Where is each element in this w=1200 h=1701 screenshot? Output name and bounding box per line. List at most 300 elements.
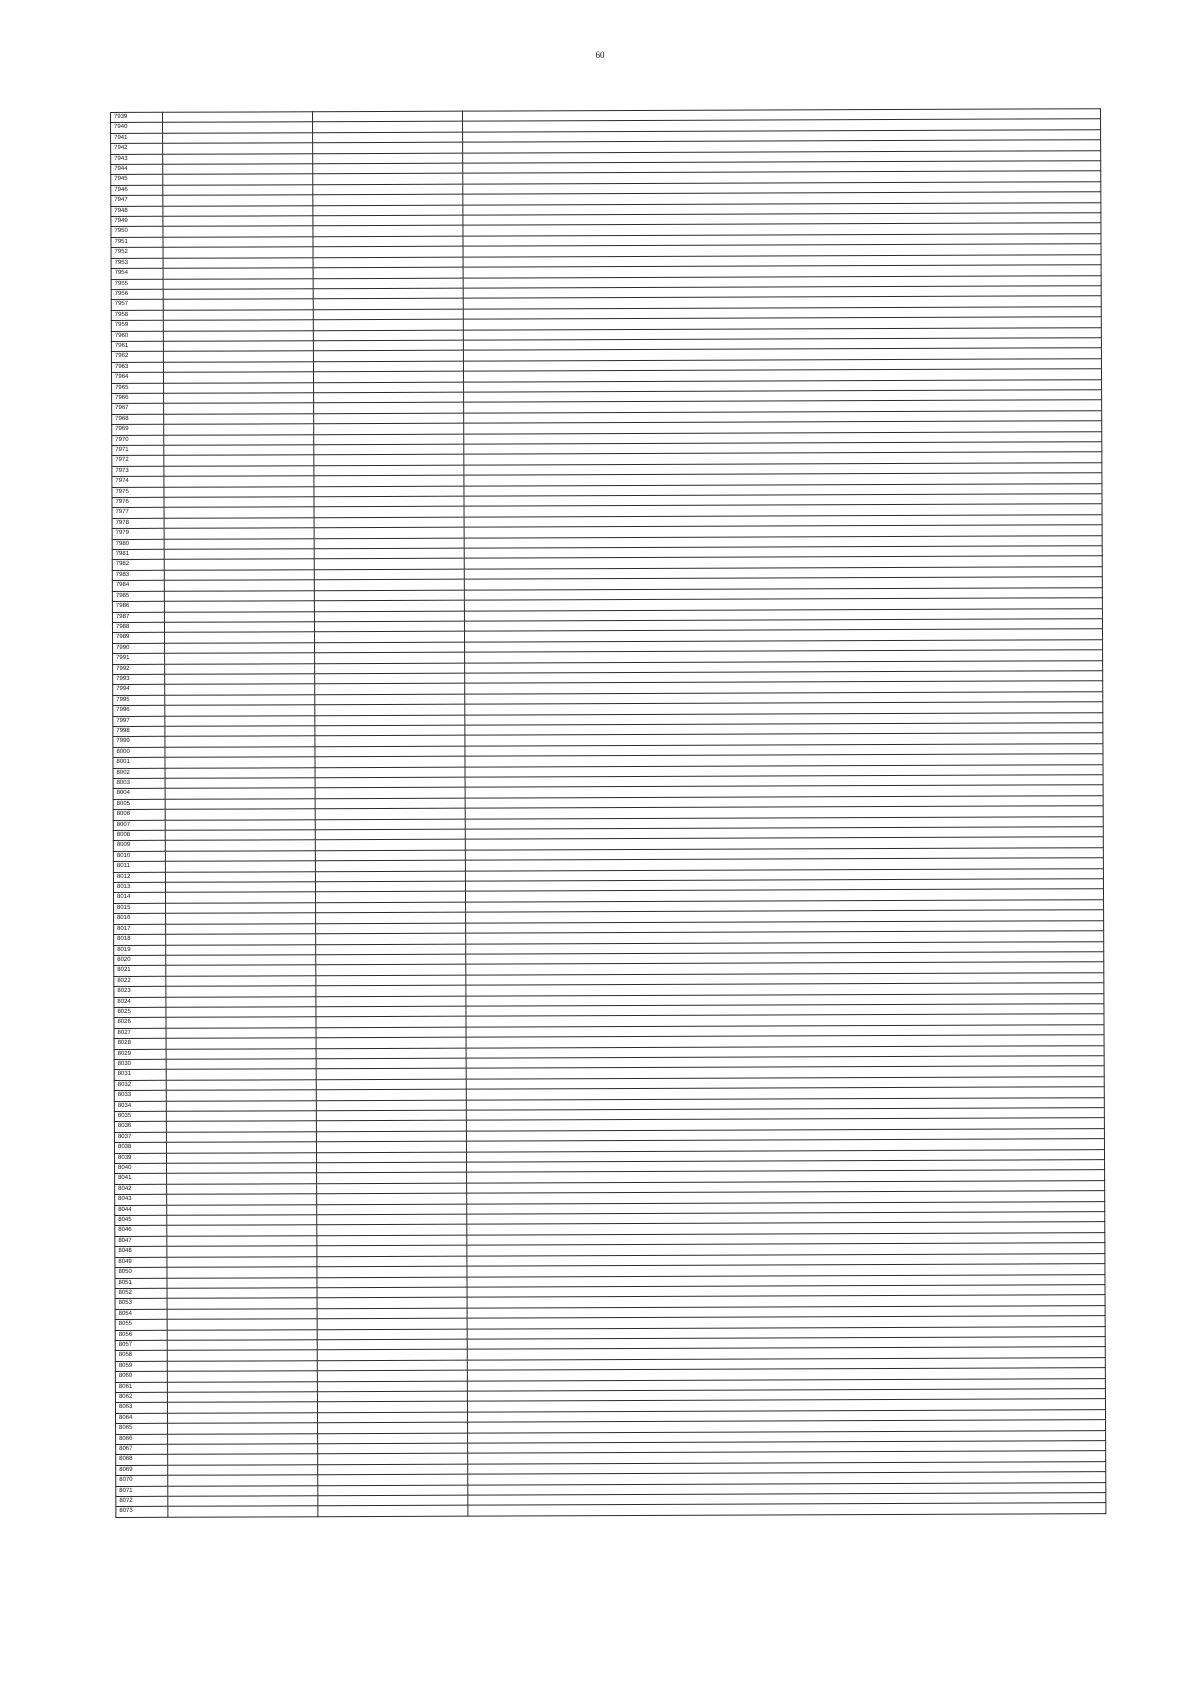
empty-cell: [316, 1100, 466, 1111]
row-number-cell: 8020: [114, 955, 166, 966]
row-number-cell: 7941: [111, 133, 163, 144]
row-number-cell: 7945: [111, 175, 163, 186]
cadastral-number-cell: [167, 1225, 317, 1236]
cadastral-number-cell: [167, 1163, 317, 1174]
row-number-cell: 7992: [113, 664, 165, 675]
empty-cell: [313, 288, 463, 299]
row-number-cell: 7953: [111, 258, 163, 269]
empty-cell: [316, 1131, 466, 1142]
empty-cell: [315, 860, 465, 871]
row-number-cell: 8043: [115, 1195, 167, 1206]
row-number-cell: 8051: [115, 1278, 167, 1289]
empty-cell: [317, 1339, 467, 1350]
row-number-cell: 7952: [111, 248, 163, 259]
empty-cell: [315, 788, 465, 799]
row-number-cell: 8035: [114, 1111, 166, 1122]
cadastral-number-cell: [164, 622, 314, 633]
cadastral-number-cell: [165, 861, 315, 872]
empty-cell: [314, 517, 464, 528]
cadastral-number-cell: [165, 684, 315, 695]
cadastral-number-cell: [167, 1360, 317, 1371]
cadastral-number-cell: [168, 1454, 318, 1465]
empty-cell: [317, 1183, 467, 1194]
cadastral-number-cell: [163, 341, 313, 352]
cadastral-number-cell: [163, 205, 313, 216]
row-number-cell: 8032: [114, 1080, 166, 1091]
empty-cell: [318, 1443, 468, 1454]
empty-cell: [314, 569, 464, 580]
cadastral-number-cell: [167, 1319, 317, 1330]
empty-cell: [315, 756, 465, 767]
empty-cell: [315, 652, 465, 663]
empty-cell: [314, 475, 464, 486]
cadastral-number-cell: [164, 528, 314, 539]
empty-cell: [317, 1193, 467, 1204]
empty-cell: [316, 975, 466, 986]
empty-cell: [315, 840, 465, 851]
cadastral-number-cell: [163, 257, 313, 268]
empty-cell: [313, 319, 463, 330]
row-number-cell: 7972: [112, 456, 164, 467]
empty-cell: [316, 902, 466, 913]
row-number-cell: 7988: [112, 622, 164, 633]
empty-cell: [316, 1121, 466, 1132]
row-number-cell: 8037: [114, 1132, 166, 1143]
empty-cell: [313, 132, 463, 143]
row-number-cell: 7969: [112, 424, 164, 435]
empty-cell: [315, 673, 465, 684]
cadastral-number-cell: [165, 778, 315, 789]
row-number-cell: 7979: [112, 529, 164, 540]
row-number-cell: 8017: [114, 924, 166, 935]
empty-cell: [313, 163, 463, 174]
cadastral-number-cell: [164, 580, 314, 591]
empty-cell: [316, 964, 466, 975]
cadastral-number-cell: [165, 757, 315, 768]
cadastral-number-cell: [163, 289, 313, 300]
empty-cell: [315, 808, 465, 819]
cadastral-number-cell: [164, 518, 314, 529]
row-number-cell: 8045: [115, 1215, 167, 1226]
row-number-cell: 8019: [114, 945, 166, 956]
empty-cell: [314, 423, 464, 434]
row-number-cell: 8026: [114, 1018, 166, 1029]
row-number-cell: 7958: [111, 310, 163, 321]
empty-cell: [315, 777, 465, 788]
row-number-cell: 7962: [111, 352, 163, 363]
cadastral-number-cell: [166, 1100, 316, 1111]
row-number-cell: 8067: [116, 1444, 168, 1455]
cadastral-number-cell: [167, 1236, 317, 1247]
cadastral-number-cell: [168, 1485, 318, 1496]
empty-cell: [317, 1318, 467, 1329]
cadastral-number-cell: [166, 1027, 316, 1038]
empty-cell: [317, 1360, 467, 1371]
cadastral-number-cell: [164, 611, 314, 622]
empty-cell: [313, 226, 463, 237]
empty-cell: [317, 1162, 467, 1173]
cadastral-number-cell: [163, 122, 313, 133]
cadastral-number-cell: [164, 466, 314, 477]
cadastral-number-cell: [164, 403, 314, 414]
row-number-cell: 7981: [112, 549, 164, 560]
empty-cell: [314, 434, 464, 445]
row-number-cell: 7967: [112, 404, 164, 415]
empty-cell: [315, 798, 465, 809]
cadastral-number-cell: [164, 445, 314, 456]
row-number-cell: 7985: [112, 591, 164, 602]
empty-cell: [317, 1329, 467, 1340]
cadastral-number-cell: [164, 601, 314, 612]
cadastral-number-cell: [163, 226, 313, 237]
empty-cell: [316, 1079, 466, 1090]
row-number-cell: 8055: [115, 1319, 167, 1330]
empty-cell: [315, 819, 465, 830]
row-number-cell: 8048: [115, 1247, 167, 1258]
empty-cell: [318, 1422, 468, 1433]
row-number-cell: 8003: [113, 778, 165, 789]
empty-cell: [313, 246, 463, 257]
empty-cell: [313, 184, 463, 195]
row-number-cell: 7966: [112, 393, 164, 404]
row-number-cell: 8060: [115, 1371, 167, 1382]
row-number-cell: 7983: [112, 570, 164, 581]
empty-cell: [313, 278, 463, 289]
empty-cell: [315, 725, 465, 736]
row-number-cell: 7993: [113, 674, 165, 685]
row-number-cell: 8050: [115, 1267, 167, 1278]
empty-cell: [315, 694, 465, 705]
cadastral-number-cell: [168, 1465, 318, 1476]
row-number-cell: 7990: [113, 643, 165, 654]
empty-cell: [317, 1297, 467, 1308]
empty-cell: [314, 621, 464, 632]
row-number-cell: 7998: [113, 726, 165, 737]
row-number-cell: 8024: [114, 997, 166, 1008]
empty-cell: [316, 1027, 466, 1038]
cadastral-number-cell: [167, 1371, 317, 1382]
row-number-cell: 8056: [115, 1330, 167, 1341]
empty-cell: [315, 892, 465, 903]
row-number-cell: 7963: [111, 362, 163, 373]
cadastral-number-cell: [164, 507, 314, 518]
empty-cell: [316, 923, 466, 934]
row-number-cell: 8071: [116, 1486, 168, 1497]
empty-cell: [317, 1349, 467, 1360]
empty-cell: [318, 1454, 468, 1465]
cadastral-number-cell: [167, 1329, 317, 1340]
row-number-cell: 8063: [115, 1403, 167, 1414]
cadastral-number-cell: [164, 632, 314, 643]
cadastral-number-cell: [164, 570, 314, 581]
row-number-cell: 7955: [111, 279, 163, 290]
cadastral-number-cell: [166, 1152, 316, 1163]
cadastral-number-cell: [166, 975, 316, 986]
row-number-cell: 7991: [113, 653, 165, 664]
cadastral-number-cell: [166, 934, 316, 945]
cadastral-number-cell: [165, 830, 315, 841]
empty-cell: [316, 1069, 466, 1080]
row-number-cell: 7949: [111, 216, 163, 227]
empty-cell: [314, 559, 464, 570]
empty-cell: [318, 1485, 468, 1496]
address-cell: [468, 1503, 1106, 1516]
cadastral-number-cell: [164, 476, 314, 487]
empty-cell: [314, 507, 464, 518]
empty-cell: [317, 1225, 467, 1236]
cadastral-number-cell: [164, 559, 314, 570]
row-number-cell: 8021: [114, 966, 166, 977]
cadastral-number-cell: [165, 788, 315, 799]
empty-cell: [314, 392, 464, 403]
cadastral-number-cell: [165, 892, 315, 903]
cadastral-number-cell: [168, 1475, 318, 1486]
cadastral-number-cell: [167, 1194, 317, 1205]
cadastral-number-cell: [163, 299, 313, 310]
row-number-cell: 8040: [115, 1163, 167, 1174]
cadastral-number-cell: [167, 1288, 317, 1299]
empty-cell: [317, 1412, 467, 1423]
row-number-cell: 8039: [114, 1153, 166, 1164]
cadastral-number-cell: [163, 309, 313, 320]
cadastral-number-cell: [166, 1048, 316, 1059]
empty-cell: [315, 829, 465, 840]
empty-cell: [313, 267, 463, 278]
empty-cell: [317, 1277, 467, 1288]
row-number-cell: 8016: [114, 914, 166, 925]
cadastral-number-cell: [163, 330, 313, 341]
empty-cell: [317, 1391, 467, 1402]
row-number-cell: 7940: [111, 123, 163, 134]
row-number-cell: 7944: [111, 164, 163, 175]
row-number-cell: 8068: [116, 1455, 168, 1466]
cadastral-number-cell: [165, 705, 315, 716]
empty-cell: [314, 548, 464, 559]
cadastral-number-cell: [165, 715, 315, 726]
cadastral-number-cell: [165, 663, 315, 674]
cadastral-number-cell: [164, 424, 314, 435]
empty-cell: [313, 257, 463, 268]
row-number-cell: 8002: [113, 768, 165, 779]
empty-cell: [313, 350, 463, 361]
empty-cell: [315, 736, 465, 747]
row-number-cell: 7950: [111, 227, 163, 238]
cadastral-number-cell: [164, 455, 314, 466]
row-number-cell: 8030: [114, 1059, 166, 1070]
empty-cell: [316, 1152, 466, 1163]
row-number-cell: 7973: [112, 466, 164, 477]
empty-cell: [317, 1204, 467, 1215]
empty-cell: [314, 600, 464, 611]
cadastral-number-cell: [168, 1506, 318, 1517]
empty-cell: [318, 1506, 468, 1517]
cadastral-number-cell: [163, 174, 313, 185]
row-number-cell: 8064: [115, 1413, 167, 1424]
empty-cell: [315, 715, 465, 726]
cadastral-number-cell: [164, 393, 314, 404]
cadastral-number-cell: [167, 1256, 317, 1267]
cadastral-number-cell: [166, 1132, 316, 1143]
cadastral-number-cell: [163, 237, 313, 248]
cadastral-number-cell: [167, 1184, 317, 1195]
empty-cell: [316, 954, 466, 965]
row-number-cell: 8046: [115, 1226, 167, 1237]
empty-cell: [314, 527, 464, 538]
empty-cell: [313, 111, 463, 122]
row-number-cell: 8033: [114, 1090, 166, 1101]
empty-cell: [317, 1402, 467, 1413]
empty-cell: [314, 579, 464, 590]
row-number-cell: 8031: [114, 1070, 166, 1081]
row-number-cell: 7965: [112, 383, 164, 394]
cadastral-number-cell: [165, 882, 315, 893]
row-number-cell: 8070: [116, 1476, 168, 1487]
page-number: 60: [595, 50, 605, 60]
row-number-cell: 7997: [113, 716, 165, 727]
row-number-cell: 8069: [116, 1465, 168, 1476]
cadastral-number-cell: [166, 923, 316, 934]
cadastral-number-cell: [167, 1402, 317, 1413]
row-number-cell: 8028: [114, 1038, 166, 1049]
empty-cell: [317, 1235, 467, 1246]
cadastral-number-cell: [165, 809, 315, 820]
cadastral-number-cell: [163, 320, 313, 331]
cadastral-number-cell: [166, 965, 316, 976]
cadastral-number-cell: [166, 1111, 316, 1122]
cadastral-number-cell: [164, 414, 314, 425]
empty-cell: [318, 1495, 468, 1506]
empty-cell: [317, 1287, 467, 1298]
row-number-cell: 8047: [115, 1236, 167, 1247]
empty-cell: [318, 1474, 468, 1485]
cadastral-number-cell: [166, 1038, 316, 1049]
empty-cell: [316, 985, 466, 996]
row-number-cell: 8073: [116, 1507, 168, 1518]
cadastral-number-cell: [164, 538, 314, 549]
cadastral-number-cell: [167, 1308, 317, 1319]
empty-cell: [315, 746, 465, 757]
cadastral-number-cell: [168, 1433, 318, 1444]
empty-cell: [314, 455, 464, 466]
empty-cell: [315, 881, 465, 892]
row-number-cell: 8010: [113, 851, 165, 862]
row-number-cell: 7977: [112, 508, 164, 519]
empty-cell: [316, 1037, 466, 1048]
row-number-cell: 8012: [113, 872, 165, 883]
empty-cell: [317, 1266, 467, 1277]
empty-cell: [314, 590, 464, 601]
cadastral-number-cell: [164, 590, 314, 601]
row-number-cell: 8062: [115, 1392, 167, 1403]
cadastral-number-cell: [163, 195, 313, 206]
cadastral-number-cell: [165, 871, 315, 882]
row-number-cell: 8007: [113, 820, 165, 831]
row-number-cell: 8038: [114, 1143, 166, 1154]
empty-cell: [313, 174, 463, 185]
row-number-cell: 7987: [112, 612, 164, 623]
empty-cell: [316, 996, 466, 1007]
row-number-cell: 8065: [116, 1423, 168, 1434]
row-number-cell: 7959: [111, 320, 163, 331]
row-number-cell: 7996: [113, 705, 165, 716]
empty-cell: [315, 663, 465, 674]
cadastral-number-cell: [168, 1444, 318, 1455]
row-number-cell: 7951: [111, 237, 163, 248]
cadastral-number-cell: [163, 216, 313, 227]
empty-cell: [317, 1214, 467, 1225]
row-number-cell: 7984: [112, 581, 164, 592]
row-number-cell: 7968: [112, 414, 164, 425]
cadastral-number-cell: [163, 153, 313, 164]
empty-cell: [318, 1433, 468, 1444]
row-number-cell: 7939: [111, 112, 163, 123]
row-number-cell: 7943: [111, 154, 163, 165]
cadastral-number-cell: [166, 955, 316, 966]
cadastral-number-cell: [166, 1007, 316, 1018]
row-number-cell: 7995: [113, 695, 165, 706]
row-number-cell: 7947: [111, 196, 163, 207]
empty-cell: [314, 413, 464, 424]
cadastral-number-cell: [166, 913, 316, 924]
empty-cell: [316, 1006, 466, 1017]
empty-cell: [314, 403, 464, 414]
register-table-container: [110, 112, 1200, 1700]
cadastral-number-cell: [165, 819, 315, 830]
cadastral-number-cell: [166, 1069, 316, 1080]
empty-cell: [316, 1141, 466, 1152]
cadastral-number-cell: [167, 1173, 317, 1184]
cadastral-number-cell: [164, 497, 314, 508]
cadastral-number-cell: [167, 1412, 317, 1423]
empty-cell: [316, 1058, 466, 1069]
cadastral-number-cell: [163, 112, 313, 123]
row-number-cell: 8058: [115, 1351, 167, 1362]
empty-cell: [317, 1308, 467, 1319]
cadastral-number-cell: [168, 1496, 318, 1507]
cadastral-number-cell: [165, 674, 315, 685]
empty-cell: [316, 912, 466, 923]
empty-cell: [313, 298, 463, 309]
cadastral-number-cell: [166, 903, 316, 914]
cadastral-number-cell: [163, 133, 313, 144]
empty-cell: [313, 236, 463, 247]
row-number-cell: 8066: [116, 1434, 168, 1445]
row-number-cell: 8027: [114, 1028, 166, 1039]
empty-cell: [313, 361, 463, 372]
row-number-cell: 8042: [115, 1184, 167, 1195]
empty-cell: [314, 538, 464, 549]
row-number-cell: 8036: [114, 1122, 166, 1133]
row-number-cell: 8061: [115, 1382, 167, 1393]
empty-cell: [317, 1381, 467, 1392]
row-number-cell: 7980: [112, 539, 164, 550]
row-number-cell: 8041: [115, 1174, 167, 1185]
row-number-cell: 8013: [113, 882, 165, 893]
row-number-cell: 8054: [115, 1309, 167, 1320]
row-number-cell: 7970: [112, 435, 164, 446]
row-number-cell: 8025: [114, 1007, 166, 1018]
row-number-cell: 8018: [114, 934, 166, 945]
cadastral-number-cell: [166, 1017, 316, 1028]
cadastral-number-cell: [167, 1215, 317, 1226]
row-number-cell: 7954: [111, 268, 163, 279]
empty-cell: [316, 1089, 466, 1100]
row-number-cell: 7956: [111, 289, 163, 300]
empty-cell: [313, 122, 463, 133]
empty-cell: [318, 1464, 468, 1475]
row-number-cell: 7982: [112, 560, 164, 571]
cadastral-number-cell: [164, 486, 314, 497]
